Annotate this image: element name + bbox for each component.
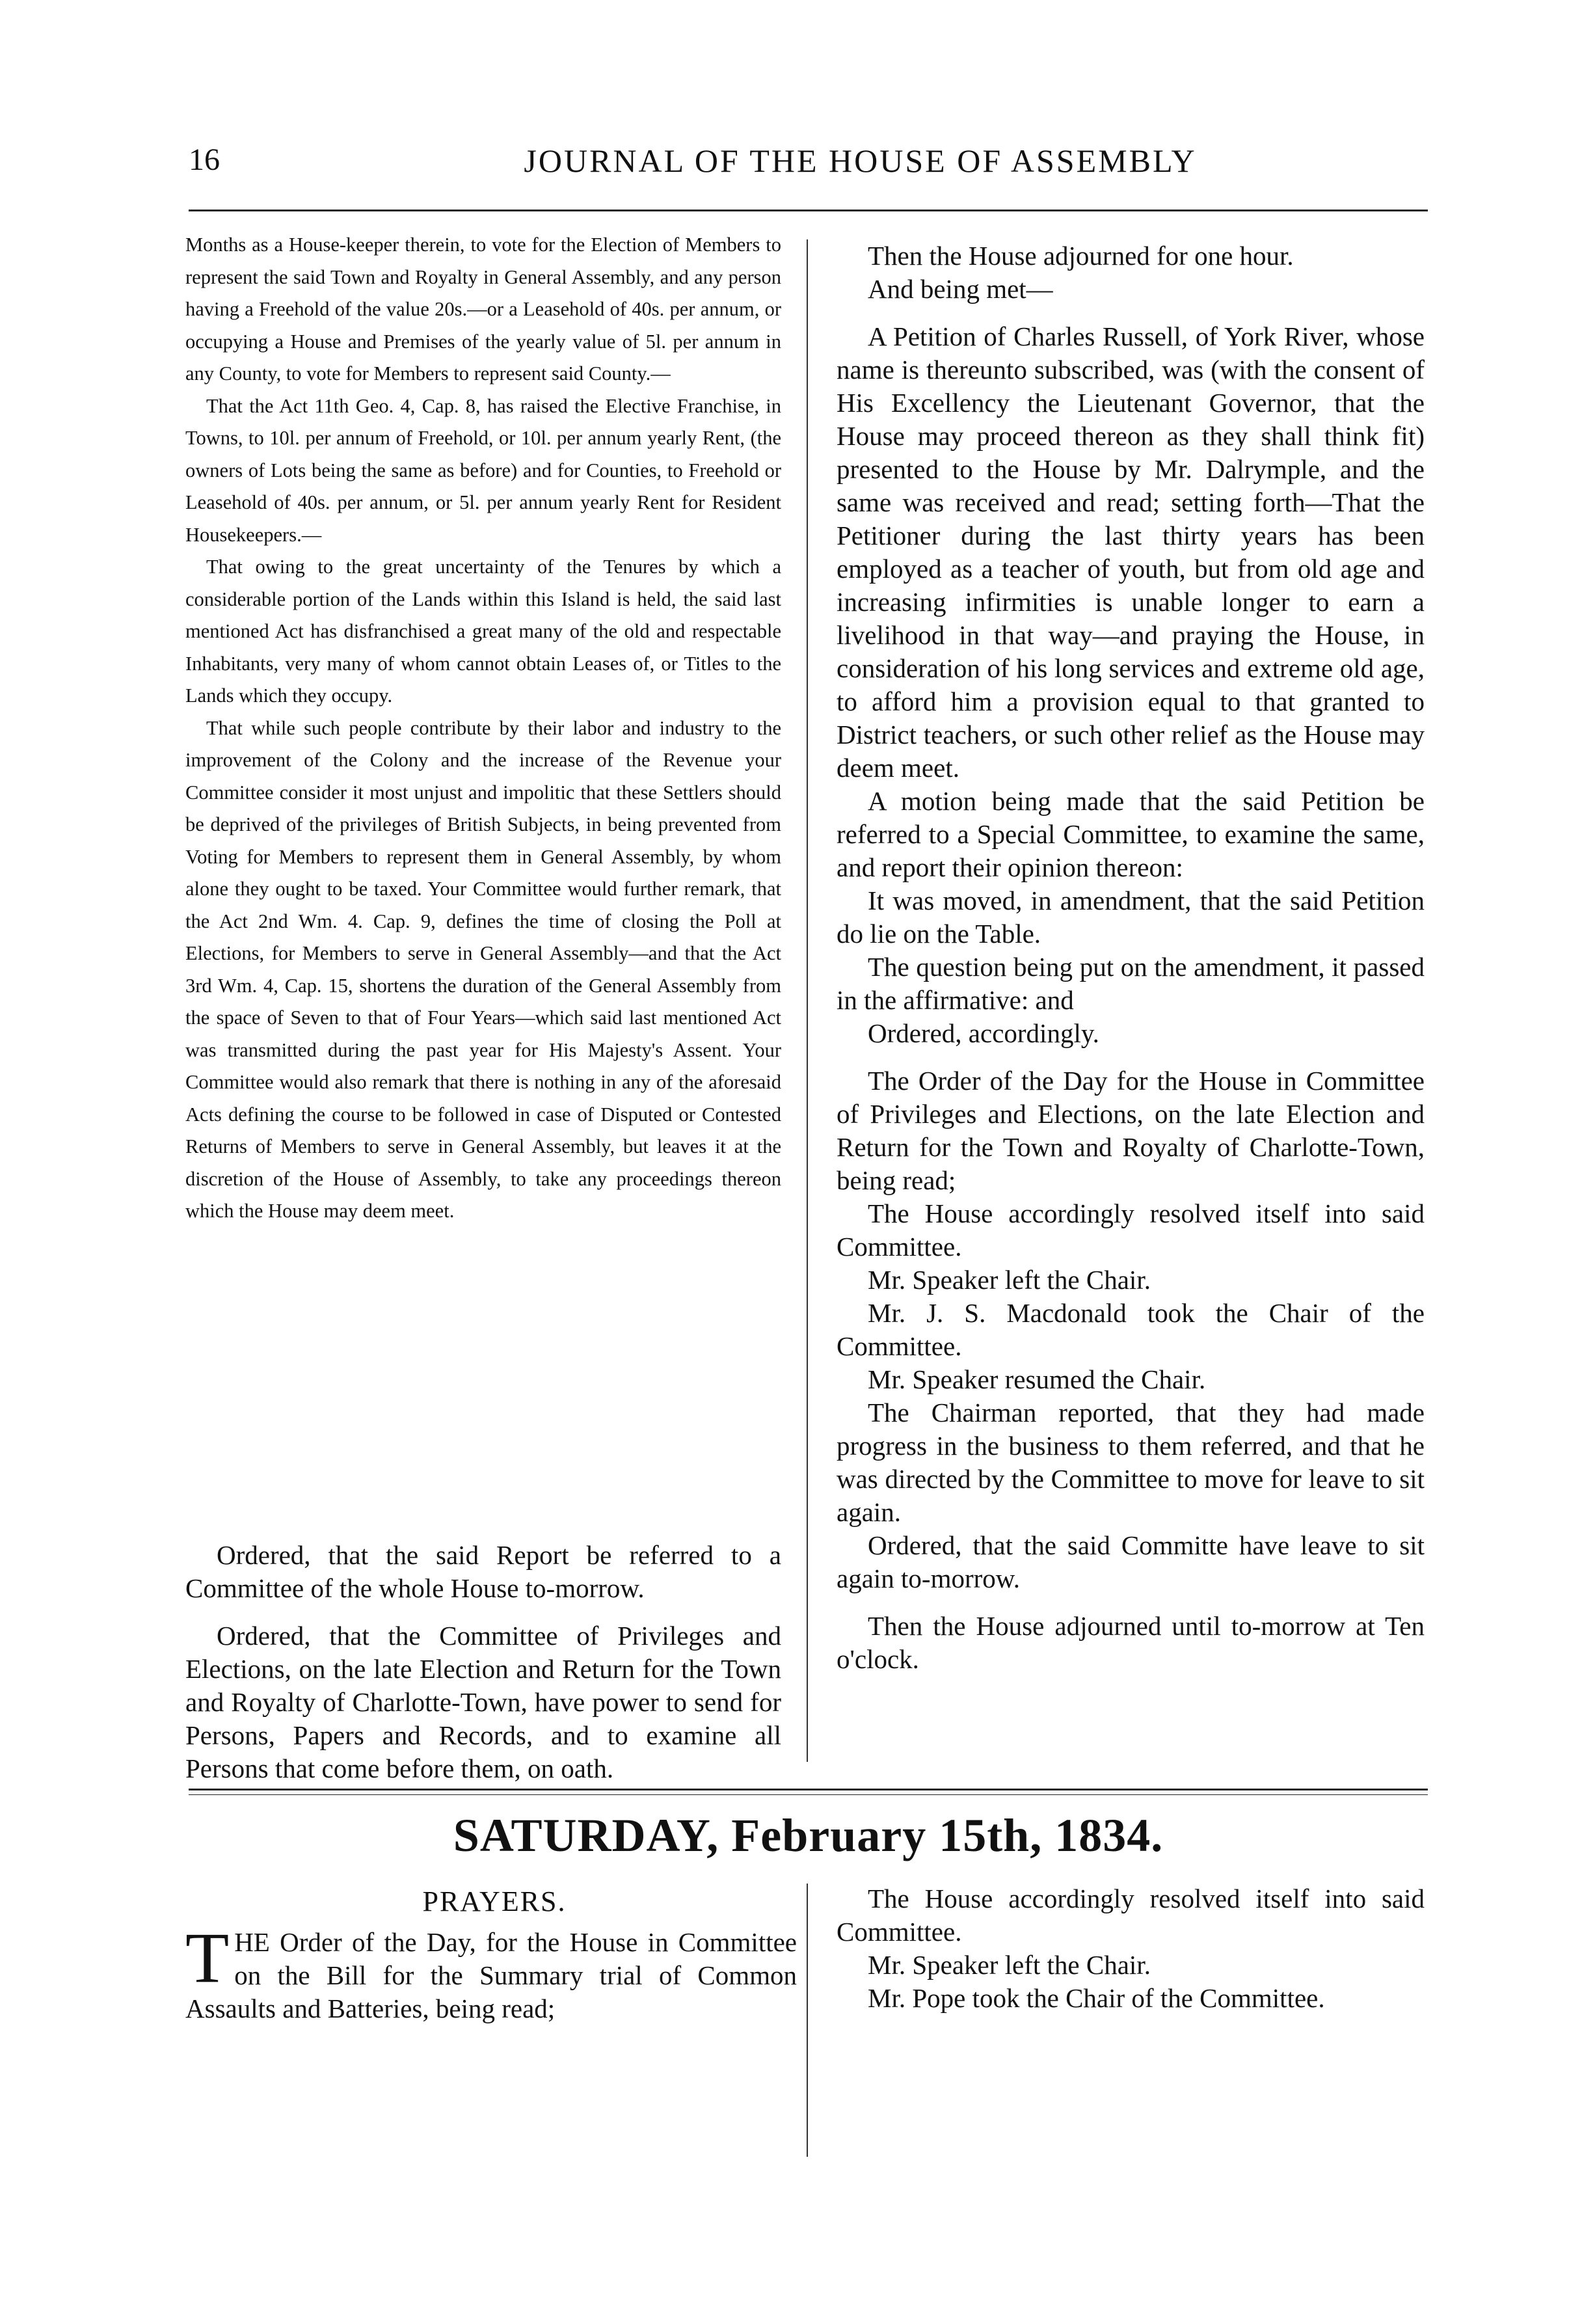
paragraph: Mr. Speaker resumed the Chair.: [868, 1364, 1206, 1394]
paragraph: Mr. Speaker left the Chair.: [868, 1265, 1151, 1295]
paragraph: That while such people contribute by their labor and industry to the improvement of the Colony and the increase of the Revenue your Committee consider it most unjust and impolitic that these Settlers should be deprived of the privileges of British Subjects, in being prevented from Voting for Members to represent them in General Assembly, by whom alone they ought to be taxed. Your Committee would further remark, that the Act 2nd Wm. 4. Cap. 9, defines the time of closing the Poll at Elections, for Members to serve in General Assembly—and that the Act 3rd Wm. 4, Cap. 15, shortens the duration of the General Assembly from the space of Seven to that of Four Years—which said last mentioned Act was transmitted during the past year for His Majesty's Assent. Your Committee would also remark that there is nothing in any of the aforesaid Acts defining the course to be followed in case of Disputed or Contested Returns of Members to serve in General Assembly, but leaves it at the discretion of the House of Assembly, to take any proceedings thereon which the House may deem meet.: [185, 716, 781, 1222]
paragraph: Ordered, that the said Committe have leave to sit again to-morrow.: [837, 1530, 1425, 1593]
paragraph: A Petition of Charles Russell, of York River, whose name is thereunto subscribed, was (with the consent of His Excellency the Lieutenant Governor, that the House may proceed thereon as they shall think fit) presented to the House by Mr. Dalrymple, and the same was received and read; setting forth—That the Petitioner during the last thirty years has been employed as a teacher of youth, but from old age and increasing infirmities is unable longer to earn a livelihood in that way—and praying the House, in consideration of his long services and extreme old age, to afford him a provision equal to that granted to District teachers, or such other relief as the House may deem meet.: [837, 321, 1425, 783]
paragraph: The House accordingly resolved itself into said Committee.: [837, 1198, 1425, 1262]
paragraph: And being met—: [868, 274, 1053, 304]
paragraph: Then the House adjourned for one hour.: [868, 241, 1294, 271]
paragraph: Mr. Pope took the Chair of the Committee.: [868, 1983, 1325, 2013]
page-header: [189, 142, 1428, 194]
paragraph: Mr. J. S. Macdonald took the Chair of the Committee.: [837, 1298, 1425, 1361]
running-head: JOURNAL OF THE HOUSE OF ASSEMBLY: [524, 142, 1197, 179]
left-column-bottom: [185, 1918, 797, 2025]
header-rule: [189, 209, 1428, 211]
paragraph: A motion being made that the said Petition be referred to a Special Committee, to examine the same, and report their opinion thereon:: [837, 786, 1425, 882]
paragraph: Then the House adjourned until to-morrow at Ten o'clock.: [837, 1611, 1425, 1674]
column-divider: [807, 1884, 808, 2157]
drop-cap: T: [185, 1918, 230, 1997]
left-column-top: [185, 229, 781, 1228]
column-divider: [807, 239, 808, 1762]
paragraph: That owing to the great uncertainty of the Tenures by which a considerable portion of the Lands within this Island is held, the said last mentioned Act has disfranchised a great many of the old and respectable Inhabitants, very many of whom cannot obtain Leases of, or Titles to the Lands which they occupy.: [185, 556, 781, 707]
paragraph: That the Act 11th Geo. 4, Cap. 8, has raised the Elective Franchise, in Towns, to 10l. per annum of Freehold, or 10l. per annum yearly Rent, (the owners of Lots being the same as before) and for Counties, to Freehold or Leasehold of 40s. per annum, or 5l. per annum yearly Rent for Resident Housekeepers.—: [185, 394, 781, 546]
paragraph: Ordered, that the Committee of Privileges and Elections, on the late Election and Return for the Town and Royalty of Charlotte-Town, have power to send for Persons, Papers and Records, and to examine all Persons that come before them, on oath.: [185, 1621, 781, 1783]
paragraph: Ordered, accordingly.: [868, 1018, 1099, 1048]
paragraph: The House accordingly resolved itself into said Committee.: [837, 1884, 1425, 1947]
left-column-orders: [185, 1539, 781, 1785]
day-heading: SATURDAY, February 15th, 1834.: [453, 1809, 1164, 1861]
page-number: 16: [189, 142, 220, 177]
prayers-heading: PRAYERS.: [422, 1885, 567, 1917]
section-rule: [189, 1794, 1428, 1795]
right-column-top: [837, 239, 1425, 1676]
paragraph: The Order of the Day for the House in Committee of Privileges and Elections, on the late Election and Return for the Town and Royalty of Charlotte-Town, being read;: [837, 1066, 1425, 1195]
paragraph: The question being put on the amendment, it passed in the affirmative: and: [837, 952, 1425, 1015]
right-column-bottom: [837, 1882, 1425, 2015]
paragraph: The Chairman reported, that they had made progress in the business to them referred, and that he was directed by the Committee to move for leave to sit again.: [837, 1398, 1425, 1527]
paragraph: Ordered, that the said Report be referred to a Committee of the whole House to-morrow.: [185, 1540, 781, 1603]
paragraph: [185, 1918, 797, 2025]
paragraph: Months as a House-keeper therein, to vote for the Election of Members to represent the said Town and Royalty in General Assembly, and any person having a Freehold of the value 20s.—or a Leasehold of 40s. per annum, or occupying a House and Premises of the yearly value of 5l. per annum in any County, to vote for Members to represent said County.—: [185, 234, 781, 385]
paragraph: It was moved, in amendment, that the said Petition do lie on the Table.: [837, 885, 1425, 949]
paragraph: Mr. Speaker left the Chair.: [868, 1950, 1151, 1980]
paragraph-text: HE Order of the Day, for the House in Committee on the Bill for the Summary trial of Common Assaults and Batteries, being read;: [185, 1927, 797, 2023]
section-rule: [189, 1789, 1428, 1790]
